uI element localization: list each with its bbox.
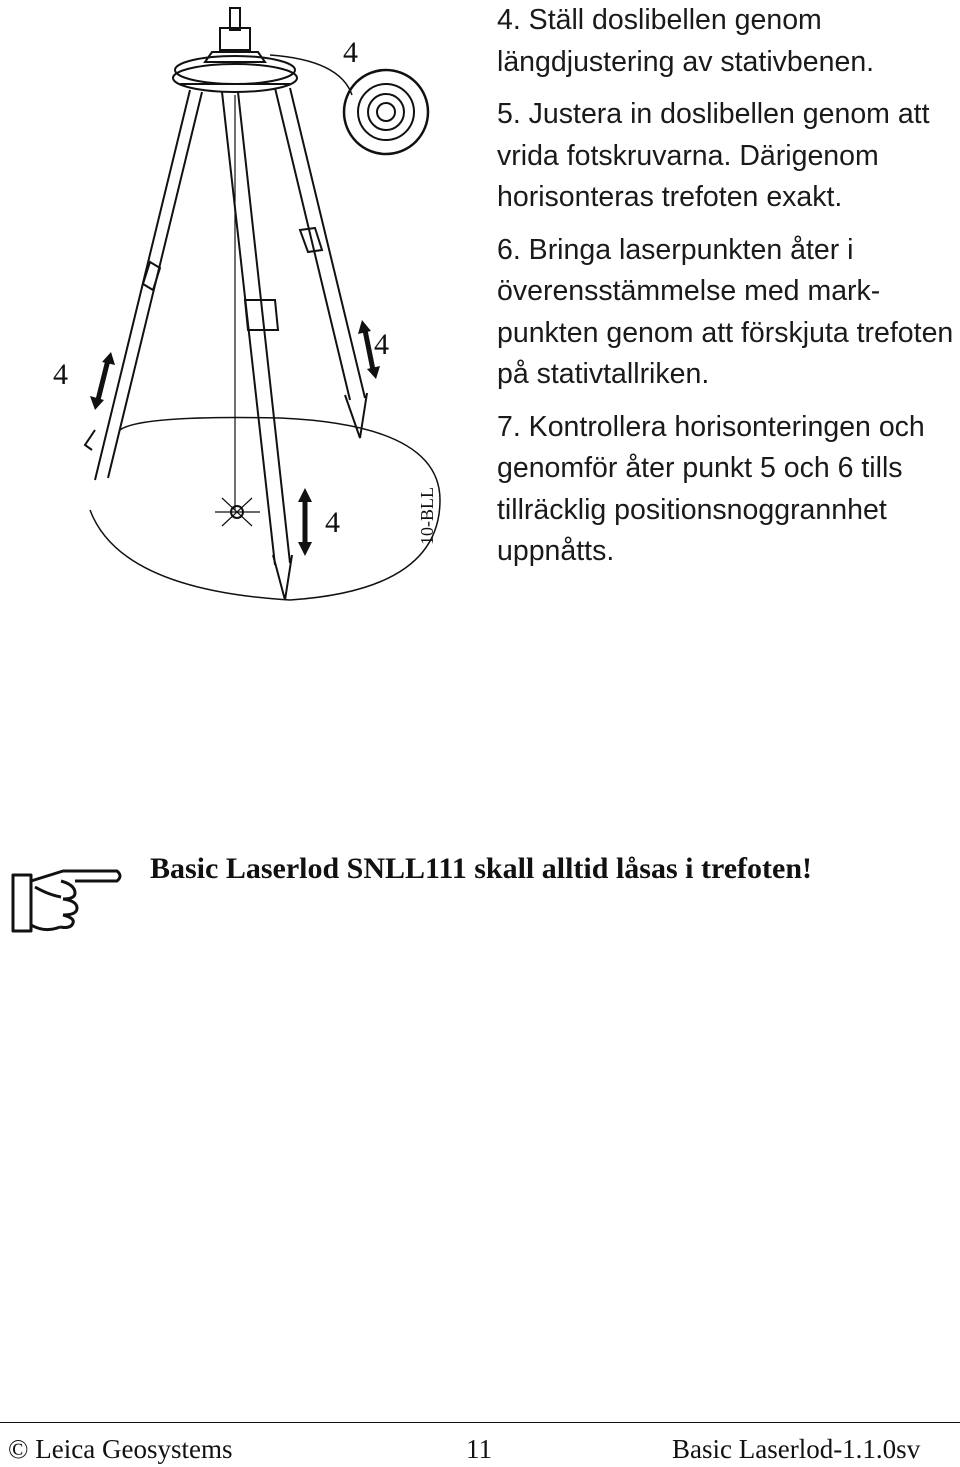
tripod-illustration	[40, 0, 460, 620]
step-5: 5. Justera in doslibellen genom att vrida fotskruvarna. Därigenom horisonteras trefoten exakt.	[497, 98, 930, 213]
step-7: 7. Kontrollera horisonteringen och genomför åter punkt 5 och 6 tills tillräcklig positionsnoggrannhet uppnåtts.	[497, 410, 925, 567]
figure-code: 10-BLL	[417, 487, 437, 545]
footer-copyright: © Leica Geosystems	[8, 1434, 233, 1464]
step-4: 4. Ställ doslibellen genom längdjustering av stativbenen.	[497, 4, 875, 78]
tripod-drawing	[40, 0, 460, 620]
instruction-steps	[497, 0, 960, 584]
footer-page-number: 11	[466, 1434, 492, 1464]
pointing-hand-icon	[5, 863, 130, 943]
footer-doc-id: Basic Laserlod-1.1.0sv	[672, 1434, 921, 1464]
figure-label-bottom: 4	[325, 506, 340, 539]
figure-label-left: 4	[53, 358, 68, 391]
note-text: Basic Laserlod SNLL111 skall alltid låsas i trefoten!	[150, 852, 813, 885]
figure-label-right: 4	[374, 328, 389, 361]
figure-label-top: 4	[343, 36, 358, 69]
step-6: 6. Bringa laserpunkten åter i överensstämmelse med markpunkten genom att förskjuta trefoten på stativtallriken.	[497, 233, 954, 390]
